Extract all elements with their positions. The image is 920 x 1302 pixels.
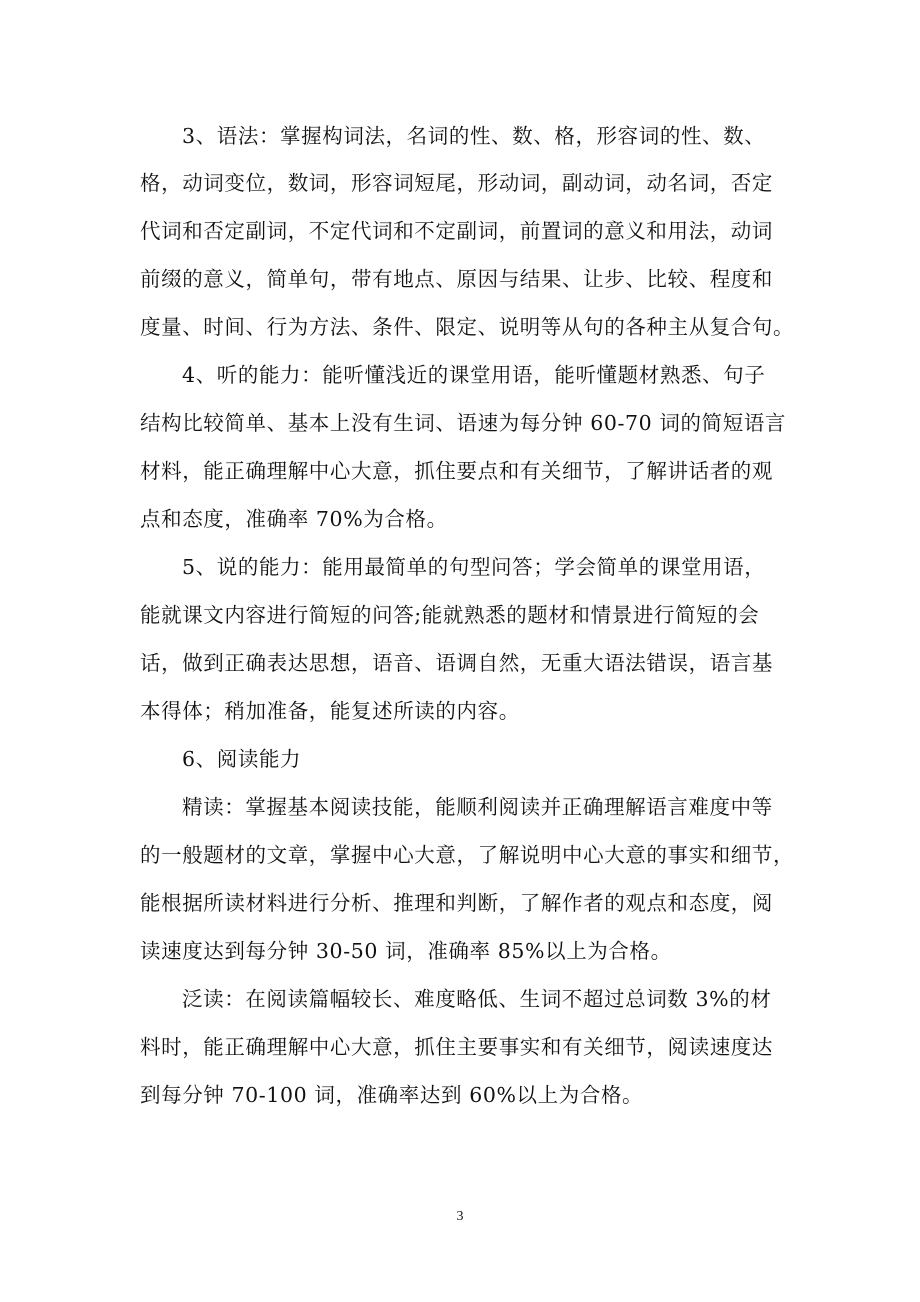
page-number: 3 [456, 1209, 464, 1224]
text-line: 格，动词变位，数词，形容词短尾，形动词，副动词，动名词，否定 [140, 171, 773, 195]
text-line: 代词和否定副词，不定代词和不定副词，前置词的意义和用法，动词 [140, 219, 773, 243]
text-line: 能根据所读材料进行分析、推理和判断，了解作者的观点和态度，阅 [140, 891, 773, 915]
text-line: 泛读：在阅读篇幅较长、难度略低、生词不超过总词数 3%的材 [182, 987, 772, 1011]
text-line: 3、语法：掌握构词法，名词的性、数、格，形容词的性、数、 [182, 124, 766, 148]
text-line: 话，做到正确表达思想，语音、语调自然，无重大语法错误，语言基 [140, 651, 773, 675]
text-line: 本得体；稍加准备，能复述所读的内容。 [140, 699, 520, 723]
section-heading: 6、阅读能力 [182, 747, 302, 771]
text-line: 4、听的能力：能听懂浅近的课堂用语，能听懂题材熟悉、句子 [182, 363, 766, 387]
text-line: 5、说的能力：能用最简单的句型问答；学会简单的课堂用语， [182, 555, 766, 579]
text-line: 点和态度，准确率 70%为合格。 [140, 507, 448, 531]
text-line: 度量、时间、行为方法、条件、限定、说明等从句的各种主从复合句。 [140, 315, 795, 339]
text-line: 读速度达到每分钟 30-50 词，准确率 85%以上为合格。 [140, 939, 672, 963]
text-line: 结构比较简单、基本上没有生词、语速为每分钟 60-70 词的简短语言 [140, 411, 787, 435]
text-line: 能就课文内容进行简短的问答;能就熟悉的题材和情景进行简短的会 [140, 603, 760, 627]
text-line: 前缀的意义，简单句，带有地点、原因与结果、让步、比较、程度和 [140, 267, 773, 291]
text-line: 材料，能正确理解中心大意，抓住要点和有关细节，了解讲话者的观 [140, 459, 773, 483]
text-line: 的一般题材的文章，掌握中心大意，了解说明中心大意的事实和细节， [140, 843, 795, 867]
text-line: 精读：掌握基本阅读技能，能顺利阅读并正确理解语言难度中等 [182, 795, 773, 819]
text-line: 料时，能正确理解中心大意，抓住主要事实和有关细节，阅读速度达 [140, 1035, 773, 1059]
text-line: 到每分钟 70-100 词，准确率达到 60%以上为合格。 [140, 1083, 644, 1107]
